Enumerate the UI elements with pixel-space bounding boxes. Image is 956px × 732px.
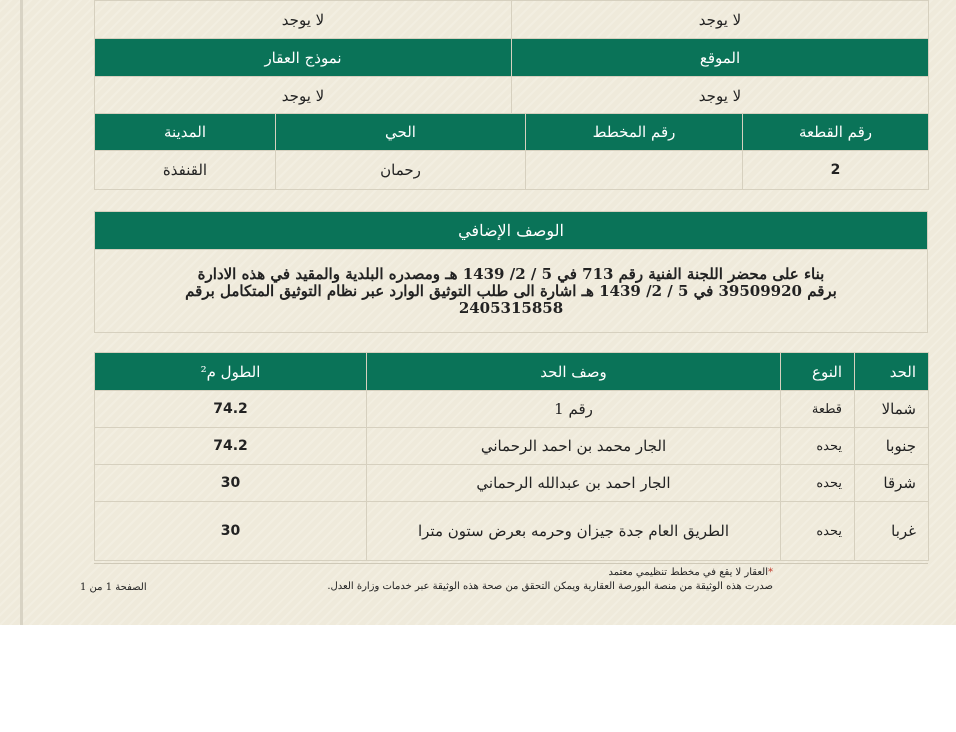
description-title: الوصف الإضافي [95,212,928,250]
description-cell: رقم 1 [367,391,781,428]
table-row [95,465,929,502]
type-header: النوع [781,353,855,391]
table-row [95,391,929,428]
district-header: الحي [276,114,526,151]
city-value: القنفذة [95,151,276,190]
page-edge [20,0,23,625]
cell-value: لا يوجد [95,1,512,39]
table-row [95,1,929,39]
scheme-number-header: رقم المخطط [526,114,743,151]
description-cell: الطريق العام جدة جيزان وحرمه بعرض ستون مترا [367,502,781,561]
scheme-number-value [526,151,743,190]
direction-cell: جنوبا [855,428,929,465]
table-row [95,77,929,115]
plot-number-header: رقم القطعة [743,114,929,151]
property-info-table [94,0,929,115]
description-text: بناء على محضر اللجنة الفنية رقم 713 في 5 / 2/ 1439 هـ ومصدره البلدية والمقيد في هذه الادارة برقم 39509920 في 5 / 2/ 1439 هـ اشارة الى طلب التوثيق الوارد عبر نظام التوثيق المتكامل برقم 2405315858 [95,250,928,333]
table-row [95,151,929,190]
page-number: الصفحة 1 من 1 [80,582,147,593]
footer-divider [94,563,928,564]
additional-description-table [94,211,928,333]
footnote-star: * [768,567,773,578]
direction-cell: شرقا [855,465,929,502]
property-model-header: نموذج العقار [95,39,512,77]
type-cell: يحده [781,428,855,465]
location-header: الموقع [512,39,929,77]
issued-statement: صدرت هذه الوثيقة من منصة البورصة العقارية ويمكن التحقق من صحة هذه الوثيقة عبر خدمات وزارة العدل. [327,581,773,592]
city-header: المدينة [95,114,276,151]
description-header: وصف الحد [367,353,781,391]
footnote-text: العقار لا يقع في مخطط تنظيمي معتمد [608,567,768,578]
type-cell: يحده [781,465,855,502]
description-cell: الجار احمد بن عبدالله الرحماني [367,465,781,502]
type-cell: قطعة [781,391,855,428]
plot-number-value: 2 [743,151,929,190]
length-cell: 74.2 [95,391,367,428]
footnote [608,566,773,579]
direction-cell: غربا [855,502,929,561]
table-row [95,502,929,561]
length-cell: 30 [95,465,367,502]
length-header: الطول م² [95,353,367,391]
cell-value: لا يوجد [512,1,929,39]
length-cell: 74.2 [95,428,367,465]
location-value: لا يوجد [512,77,929,115]
plot-table [94,113,929,190]
direction-cell: شمالا [855,391,929,428]
table-header-row [95,114,929,151]
property-model-value: لا يوجد [95,77,512,115]
table-header-row [95,353,929,391]
direction-header: الحد [855,353,929,391]
district-value: رحمان [276,151,526,190]
table-row [95,428,929,465]
length-cell: 30 [95,502,367,561]
type-cell: يحده [781,502,855,561]
description-cell: الجار محمد بن احمد الرحماني [367,428,781,465]
boundaries-table [94,352,929,561]
table-header-row [95,39,929,77]
